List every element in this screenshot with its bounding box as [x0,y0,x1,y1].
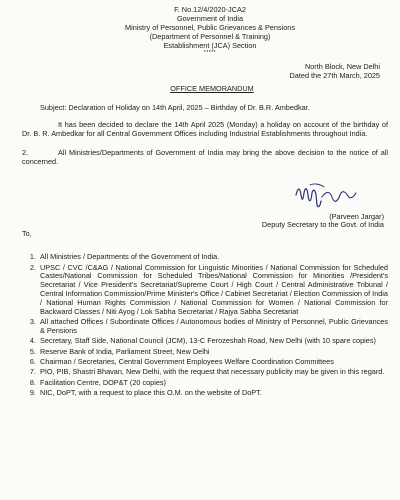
recipient-item: 5. Reserve Bank of India, Parliament Street, New Delhi [38,348,388,357]
recipient-item: 2. UPSC / CVC /C&AG / National Commission for Linguistic Minorities / National Commission for Scheduled Castes/National Commission for Scheduled Tribes/National Commission for Minorities /President's Secretariat / Vice President's Secretariat/Supreme Court / High Court / Central Administrative Tribunal / Central Information Commission/Prime Minister's Office / Cabinet Secretariat / Election Commission of India / National Human Rights Commission / National Commission for Women / National Commission for Backward Classes / Niti Ayog / Lok Sabha Secretariat / Rajya Sabha Secretariat [38,264,388,317]
to-label: To, [22,229,32,239]
recipient-list [22,253,388,397]
subject-line: Subject: Declaration of Holiday on 14th April, 2025 – Birthday of Dr. B.R. Ambedkar. [40,103,310,113]
recipient-item: 6. Chairman / Secretaries, Central Government Employees Welfare Coordination Committees [38,358,388,367]
recipient-item: 9. NIC, DoPT, with a request to place this O.M. on the website of DoPT. [38,389,388,398]
recipient-item: 8. Facilitation Centre, DOP&T (20 copies) [38,379,388,388]
handwritten-signature [290,181,362,211]
recipient-item: 4. Secretary, Staff Side, National Council (JCM), 13-C Ferozeshah Road, New Delhi (with 10 spare copies) [38,337,388,346]
recipient-item: 7. PIO, PIB, Shastri Bhavan, New Delhi, with the request that necessary publicity may be given in this regard. [38,368,388,377]
paragraph-1-text: It has been decided to declare the 14th April 2025 (Monday) a holiday on account of the birthday of Dr. B. R. Ambedkar for all Central Government Offices including Industrial Establishments throughout India. [22,120,388,138]
paragraph-2 [22,149,388,167]
section-line: Establishment (JCA) Section [163,40,257,50]
government-line: Government of India [176,13,244,23]
signer-block [22,213,388,231]
file-number: F. No.12/4/2020-JCA2 [174,5,246,14]
department-line: (Department of Personnel & Training) [149,31,271,41]
signer-designation: Deputy Secretary to the Govt. of India [261,220,384,230]
recipient-item: 3. All attached Offices / Subordinate Offices / Autonomous bodies of Ministry of Personnel, Public Grievances & Pensions [38,318,388,336]
office-place: North Block, New Delhi [304,62,380,72]
paragraph-2-number: 2. [22,147,29,157]
recipient-item: 1. All Ministries / Departments of the Government of India. [38,253,388,262]
star-separator: ***** [203,50,217,57]
address-block [22,63,388,81]
letterhead [32,6,388,56]
paragraph-1 [22,121,388,139]
paragraph-2-text: All Ministries/Departments of Government of India may bring the above decision to the notice of all concerned. [22,147,388,166]
signature-area [22,179,388,213]
ministry-line: Ministry of Personnel, Public Grievances & Pensions [125,22,295,32]
memo-date: Dated the 27th March, 2025 [289,71,380,81]
memo-title: OFFICE MEMORANDUM [170,84,254,94]
signer-name: (Parveen Jargar) [329,211,384,221]
